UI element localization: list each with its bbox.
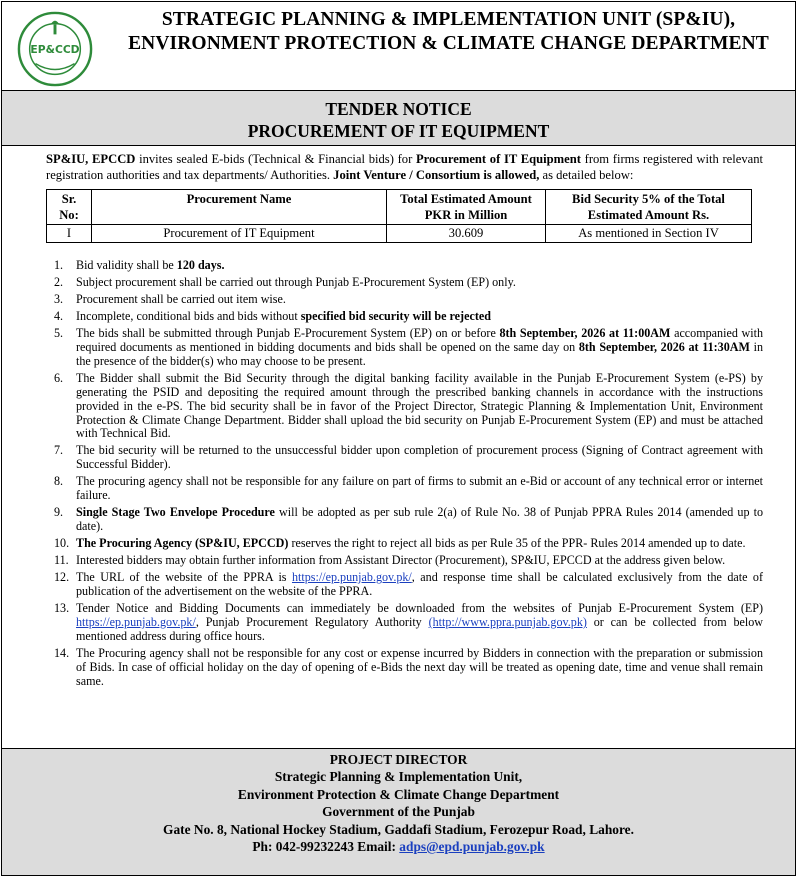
item-number: 13. — [54, 601, 70, 616]
footer-contact — [2, 838, 795, 855]
item-number: 1. — [54, 258, 64, 272]
department-line-1: STRATEGIC PLANNING & IMPLEMENTATION UNIT (SP&IU), — [161, 9, 736, 30]
list-item — [30, 444, 763, 472]
footer-phone: Ph: 042-99232243 Email: — [252, 839, 400, 855]
item-number: 3. — [54, 292, 64, 306]
department-line-2: ENVIRONMENT PROTECTION & CLIMATE CHANGE DEPARTMENT — [128, 33, 769, 54]
list-item — [30, 537, 763, 551]
item-number: 6. — [54, 370, 64, 385]
item-number: 14. — [54, 645, 70, 660]
ppra-link[interactable]: (http://www.ppra.punjab.gov.pk) — [428, 614, 587, 629]
footer-address: Gate No. 8, National Hockey Stadium, Gaddafi Stadium, Ferozepur Road, Lahore. — [163, 821, 634, 837]
procurement-table — [46, 189, 752, 243]
opening-time: 8th September, 2026 at 11:30AM — [578, 339, 750, 354]
cell-security: As mentioned in Section IV — [546, 225, 752, 243]
item-text: or can be collected from below mentioned address during office hours. — [76, 614, 764, 643]
list-item — [30, 602, 763, 644]
item-text: Incomplete, conditional bids and bids without — [76, 309, 301, 323]
item-number: 12. — [54, 570, 70, 585]
item-number: 5. — [54, 326, 64, 340]
submission-deadline: 8th September, 2026 at 11:00AM — [499, 326, 671, 340]
list-item — [30, 475, 763, 503]
item-text: The URL of the website of the PPRA is — [76, 570, 292, 585]
item-text: will be adopted as per sub rule 2(a) of Rule No. 38 of Punjab PPRA Rules 2014 (amended up to date). — [76, 505, 763, 534]
contact-footer — [2, 748, 795, 875]
item-text: Subject procurement shall be carried out through Punjab E-Procurement System (EP) only. — [76, 275, 516, 289]
ep-punjab-link[interactable]: https://ep.punjab.gov.pk/ — [291, 570, 412, 585]
intro-paragraph — [2, 146, 795, 183]
item-number: 4. — [54, 309, 64, 323]
item-number: 9. — [54, 505, 64, 520]
item-text: The bids shall be submitted through Punjab E-Procurement System (EP) on or before — [76, 326, 500, 340]
table-row — [47, 225, 752, 243]
intro-jv: Joint Venture / Consortium is allowed, — [333, 167, 540, 182]
table-header-row — [47, 190, 752, 225]
col-name: Procurement Name — [92, 190, 387, 225]
item-text: , and response time shall be calculated exclusively from the date of publication of the advertisement on the website of the PPRA. — [76, 570, 764, 599]
intro-org: SP&IU, EPCCD — [46, 152, 136, 166]
cell-amount: 30.609 — [387, 225, 546, 243]
item-text: in the presence of the bidder(s) who may choose to be present. — [76, 339, 763, 368]
item-bold: 120 days. — [176, 258, 225, 272]
list-item — [30, 327, 763, 369]
item-number: 7. — [54, 443, 64, 458]
intro-text-c: as detailed below: — [539, 167, 634, 182]
list-item — [30, 554, 763, 568]
item-text: accompanied with required documents as mentioned in bidding documents and bids shall be opened on the same day on — [76, 326, 764, 354]
epccd-logo — [16, 10, 94, 88]
col-security: Bid Security 5% of the Total Estimated Amount Rs. — [546, 190, 752, 225]
ep-punjab-link[interactable]: https://ep.punjab.gov.pk/ — [76, 614, 196, 629]
list-item — [30, 571, 763, 599]
tender-title-band — [2, 91, 795, 146]
list-item — [30, 647, 763, 689]
item-text: The Procuring agency shall not be responsible for any cost or expense incurred by Bidders in connection with the preparation or submission of Bids. In case of official holiday on the day of opening of e-Bids the next day will be treated as opening date, time and venue shall remain same. — [76, 645, 763, 688]
footer-government: Government of the Punjab — [322, 804, 475, 820]
item-text: reserves the right to reject all bids as per Rule 35 of the PPR- Rules 2014 amended up to date. — [288, 536, 746, 551]
item-number: 2. — [54, 275, 64, 289]
item-bold: Single Stage Two Envelope Procedure — [76, 505, 275, 520]
tender-notice-page — [1, 1, 796, 876]
svg-text:EP&CCD: EP&CCD — [30, 42, 80, 56]
item-text: Interested bidders may obtain further information from Assistant Director (Procurement), SP&IU, EPCCD at the address given below. — [76, 553, 726, 568]
tender-notice-title: TENDER NOTICE — [325, 99, 472, 119]
department-title — [112, 8, 785, 56]
conditions-list — [30, 259, 763, 689]
footer-title: PROJECT DIRECTOR — [329, 752, 468, 767]
item-text: The Bidder shall submit the Bid Security through the digital banking facility available in the Punjab E-Procurement System (e-PS) by generating the PSID and depositing the required amount through the prescribed banking channels in accordance with the instructions provided in the e-PS. The bid security shall be in favor of the Project Director, Strategic Planning & Implementation Unit, Environment Protection & Climate Change Department. Bidder shall upload the bid security on Punjab E-Procurement System (EP) and must be attached with Technical Bid. — [76, 370, 763, 441]
item-text: The procuring agency shall not be responsible for any failure on part of firms to submit an e-Bid or account of any technical error or internet failure. — [76, 474, 763, 503]
col-amount: Total Estimated Amount PKR in Million — [387, 190, 546, 225]
item-bold: specified bid security will be rejected — [300, 309, 491, 323]
item-text: Tender Notice and Bidding Documents can immediately be downloaded from the websites of Punjab E-Procurement System (EP) — [76, 601, 763, 616]
footer-department: Environment Protection & Climate Change Department — [237, 786, 560, 802]
item-number: 8. — [54, 474, 64, 489]
list-item — [30, 276, 763, 290]
list-item — [30, 506, 763, 534]
item-text: The bid security will be returned to the unsuccessful bidder upon completion of procurement process (Signing of Contract agreement with Successful Bidder). — [76, 443, 763, 472]
intro-text-a: invites sealed E-bids (Technical & Financial bids) for — [135, 152, 416, 166]
procurement-title: PROCUREMENT OF IT EQUIPMENT — [247, 121, 550, 141]
list-item — [30, 293, 763, 307]
item-text: , Punjab Procurement Regulatory Authority — [195, 614, 429, 629]
list-item — [30, 259, 763, 273]
item-number: 11. — [54, 553, 69, 568]
item-text: Bid validity shall be — [76, 258, 177, 272]
cell-sr: I — [47, 225, 92, 243]
email-link[interactable]: adps@epd.punjab.gov.pk — [399, 839, 545, 855]
item-number: 10. — [54, 536, 70, 551]
list-item — [30, 310, 763, 324]
item-text: Procurement shall be carried out item wise. — [76, 292, 286, 306]
cell-name: Procurement of IT Equipment — [92, 225, 387, 243]
header — [2, 2, 795, 91]
item-bold: The Procuring Agency (SP&IU, EPCCD) — [76, 536, 289, 551]
intro-text-b: from firms registered with relevant registration authorities and tax departments/ Authorities. — [46, 152, 764, 182]
list-item — [30, 372, 763, 442]
footer-unit: Strategic Planning & Implementation Unit, — [274, 769, 523, 785]
col-sr: Sr. No: — [47, 190, 92, 225]
intro-procurement: Procurement of IT Equipment — [415, 152, 581, 166]
